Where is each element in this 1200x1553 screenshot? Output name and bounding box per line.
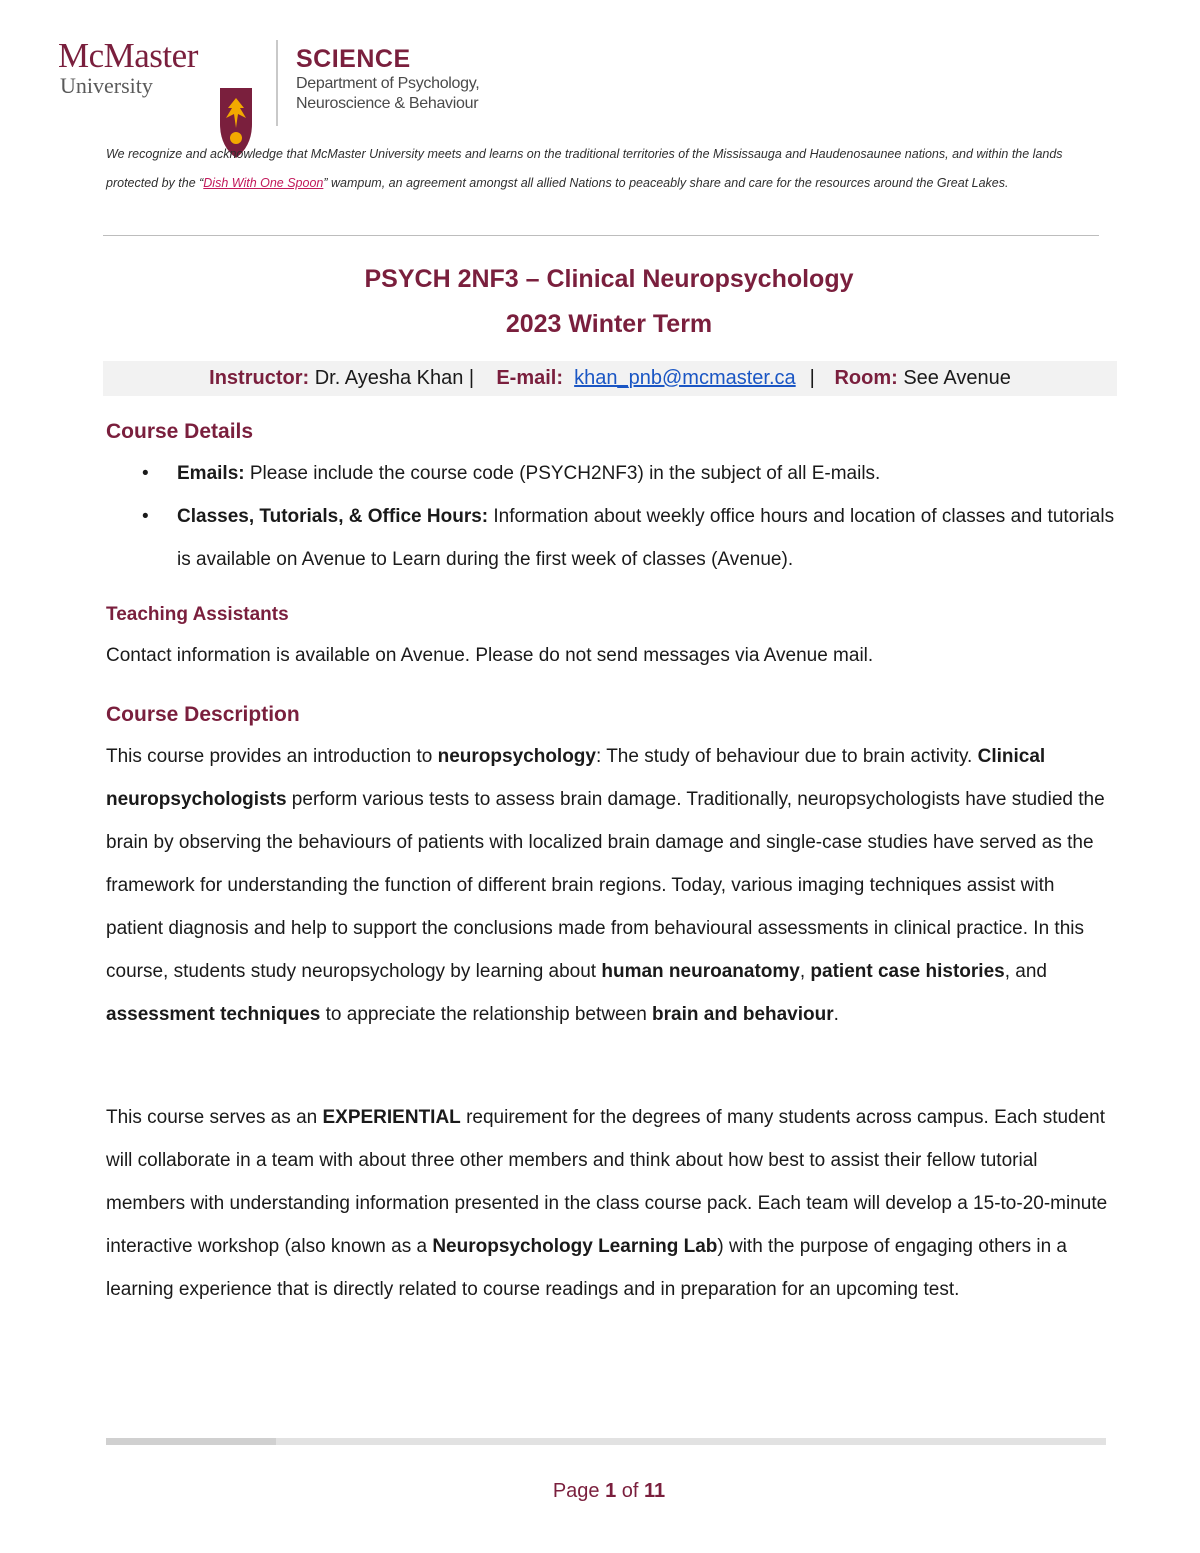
bold-term: brain and behaviour bbox=[652, 1004, 834, 1025]
of-word: of bbox=[616, 1480, 645, 1502]
bold-term: human neuroanatomy bbox=[601, 961, 800, 982]
list-item bbox=[106, 452, 1116, 495]
page-number: 1 bbox=[605, 1480, 617, 1502]
bold-term: neuropsychology bbox=[437, 746, 596, 767]
detail-text: Please include the course code (PSYCH2NF3) in the subject of all E-mails. bbox=[244, 463, 881, 484]
page-total: 11 bbox=[644, 1480, 666, 1502]
bold-term: Neuropsychology Learning Lab bbox=[432, 1236, 718, 1257]
bold-term: Clinical neuropsychologists bbox=[106, 746, 1046, 810]
text-run: , and bbox=[1004, 961, 1047, 982]
detail-label: Emails: bbox=[177, 463, 245, 484]
instructor-name: Dr. Ayesha Khan | bbox=[309, 367, 475, 389]
logo-mcmaster-text: McMaster bbox=[58, 36, 198, 75]
text-run: . bbox=[833, 1004, 839, 1025]
text-run: perform various tests to assess brain damage. Traditionally, neuropsychologists have studied the brain by observing the behaviours of patients with localized brain damage and single-case studies have served as the framework for understanding the function of different brain regions. Today, various imaging techniques assist with patient diagnosis and help to support the conclusions made from behavioural assessments in clinical practice. In this course, students study neuropsychology by learning about bbox=[106, 789, 1105, 982]
text-run: ) with the purpose of engaging others in a learning experience that is directly related to course readings and in preparation for an upcoming test. bbox=[106, 1236, 1067, 1300]
mcmaster-logo bbox=[58, 38, 203, 98]
land-ack-text-end: ” wampum, an agreement amongst all allied Nations to peaceably share and care for the resources around the Great Lakes. bbox=[323, 176, 1009, 190]
course-details-heading: Course Details bbox=[106, 420, 254, 443]
text-run: : The study of behaviour due to brain activity. bbox=[595, 746, 978, 767]
land-acknowledgement bbox=[106, 140, 1111, 198]
course-title: PSYCH 2NF3 – Clinical Neuropsychology bbox=[364, 265, 854, 293]
logo-university-text: University bbox=[60, 73, 153, 98]
teaching-assistants-text: Contact information is available on Avenue. Please do not send messages via Avenue mail. bbox=[106, 645, 874, 666]
footer-divider bbox=[106, 1438, 1106, 1445]
header-divider bbox=[276, 40, 278, 126]
department-name-line1: Department of Psychology, bbox=[296, 75, 480, 92]
course-description-paragraph-2 bbox=[106, 1096, 1116, 1311]
text-run: to appreciate the relationship between bbox=[320, 1004, 653, 1025]
course-details-list bbox=[106, 452, 1116, 581]
text-run: This course provides an introduction to bbox=[106, 746, 438, 767]
land-ack-text-start: We recognize and acknowledge that McMaster University meets and learns on the traditional territories of the Mississauga and Haudenosaunee nations, and within the lands protected by the “ bbox=[106, 147, 1063, 190]
bullet-icon: • bbox=[142, 506, 149, 527]
detail-label: Classes, Tutorials, & Office Hours: bbox=[177, 506, 489, 527]
bold-term: EXPERIENTIAL bbox=[322, 1107, 461, 1128]
course-term: 2023 Winter Term bbox=[505, 310, 713, 338]
department-name-line2: Neuroscience & Behaviour bbox=[296, 95, 479, 112]
dish-with-one-spoon-link[interactable]: Dish With One Spoon bbox=[203, 176, 324, 190]
text-run: , bbox=[799, 961, 811, 982]
detail-text: Information about weekly office hours and location of classes and tutorials is available on Avenue to Learn during the first week of classes (Avenue). bbox=[177, 506, 1115, 570]
bullet-icon: • bbox=[142, 463, 149, 484]
instructor-label: Instructor: bbox=[209, 367, 310, 389]
text-run: This course serves as an bbox=[106, 1107, 323, 1128]
footer-divider-accent bbox=[106, 1438, 276, 1445]
bold-term: assessment techniques bbox=[106, 1004, 321, 1025]
page-word: Page bbox=[552, 1480, 606, 1502]
bold-term: patient case histories bbox=[810, 961, 1005, 982]
bar-divider: | bbox=[809, 367, 815, 389]
page-header bbox=[58, 38, 478, 128]
course-description-heading: Course Description bbox=[106, 703, 300, 726]
email-label: E-mail: bbox=[496, 367, 564, 389]
title-block bbox=[0, 258, 1200, 348]
teaching-assistants-heading: Teaching Assistants bbox=[106, 604, 289, 625]
acknowledgement-divider bbox=[103, 235, 1099, 236]
room-value: See Avenue bbox=[897, 367, 1011, 389]
department-block bbox=[296, 44, 516, 114]
instructor-info-bar bbox=[103, 361, 1117, 396]
instructor-email-link[interactable]: khan_pnb@mcmaster.ca bbox=[574, 367, 796, 389]
list-item bbox=[106, 495, 1116, 581]
course-description-paragraph-1 bbox=[106, 735, 1116, 1036]
text-run: requirement for the degrees of many students across campus. Each student will collaborate in a team with about three other members and think about how best to assist their fellow tutorial members with understanding information presented in the class course pack. Each team will develop a 15-to-20-minute interactive workshop (also known as a bbox=[106, 1107, 1108, 1257]
room-label: Room: bbox=[834, 367, 898, 389]
page-number-footer bbox=[0, 1480, 1200, 1503]
faculty-name: SCIENCE bbox=[296, 45, 411, 73]
